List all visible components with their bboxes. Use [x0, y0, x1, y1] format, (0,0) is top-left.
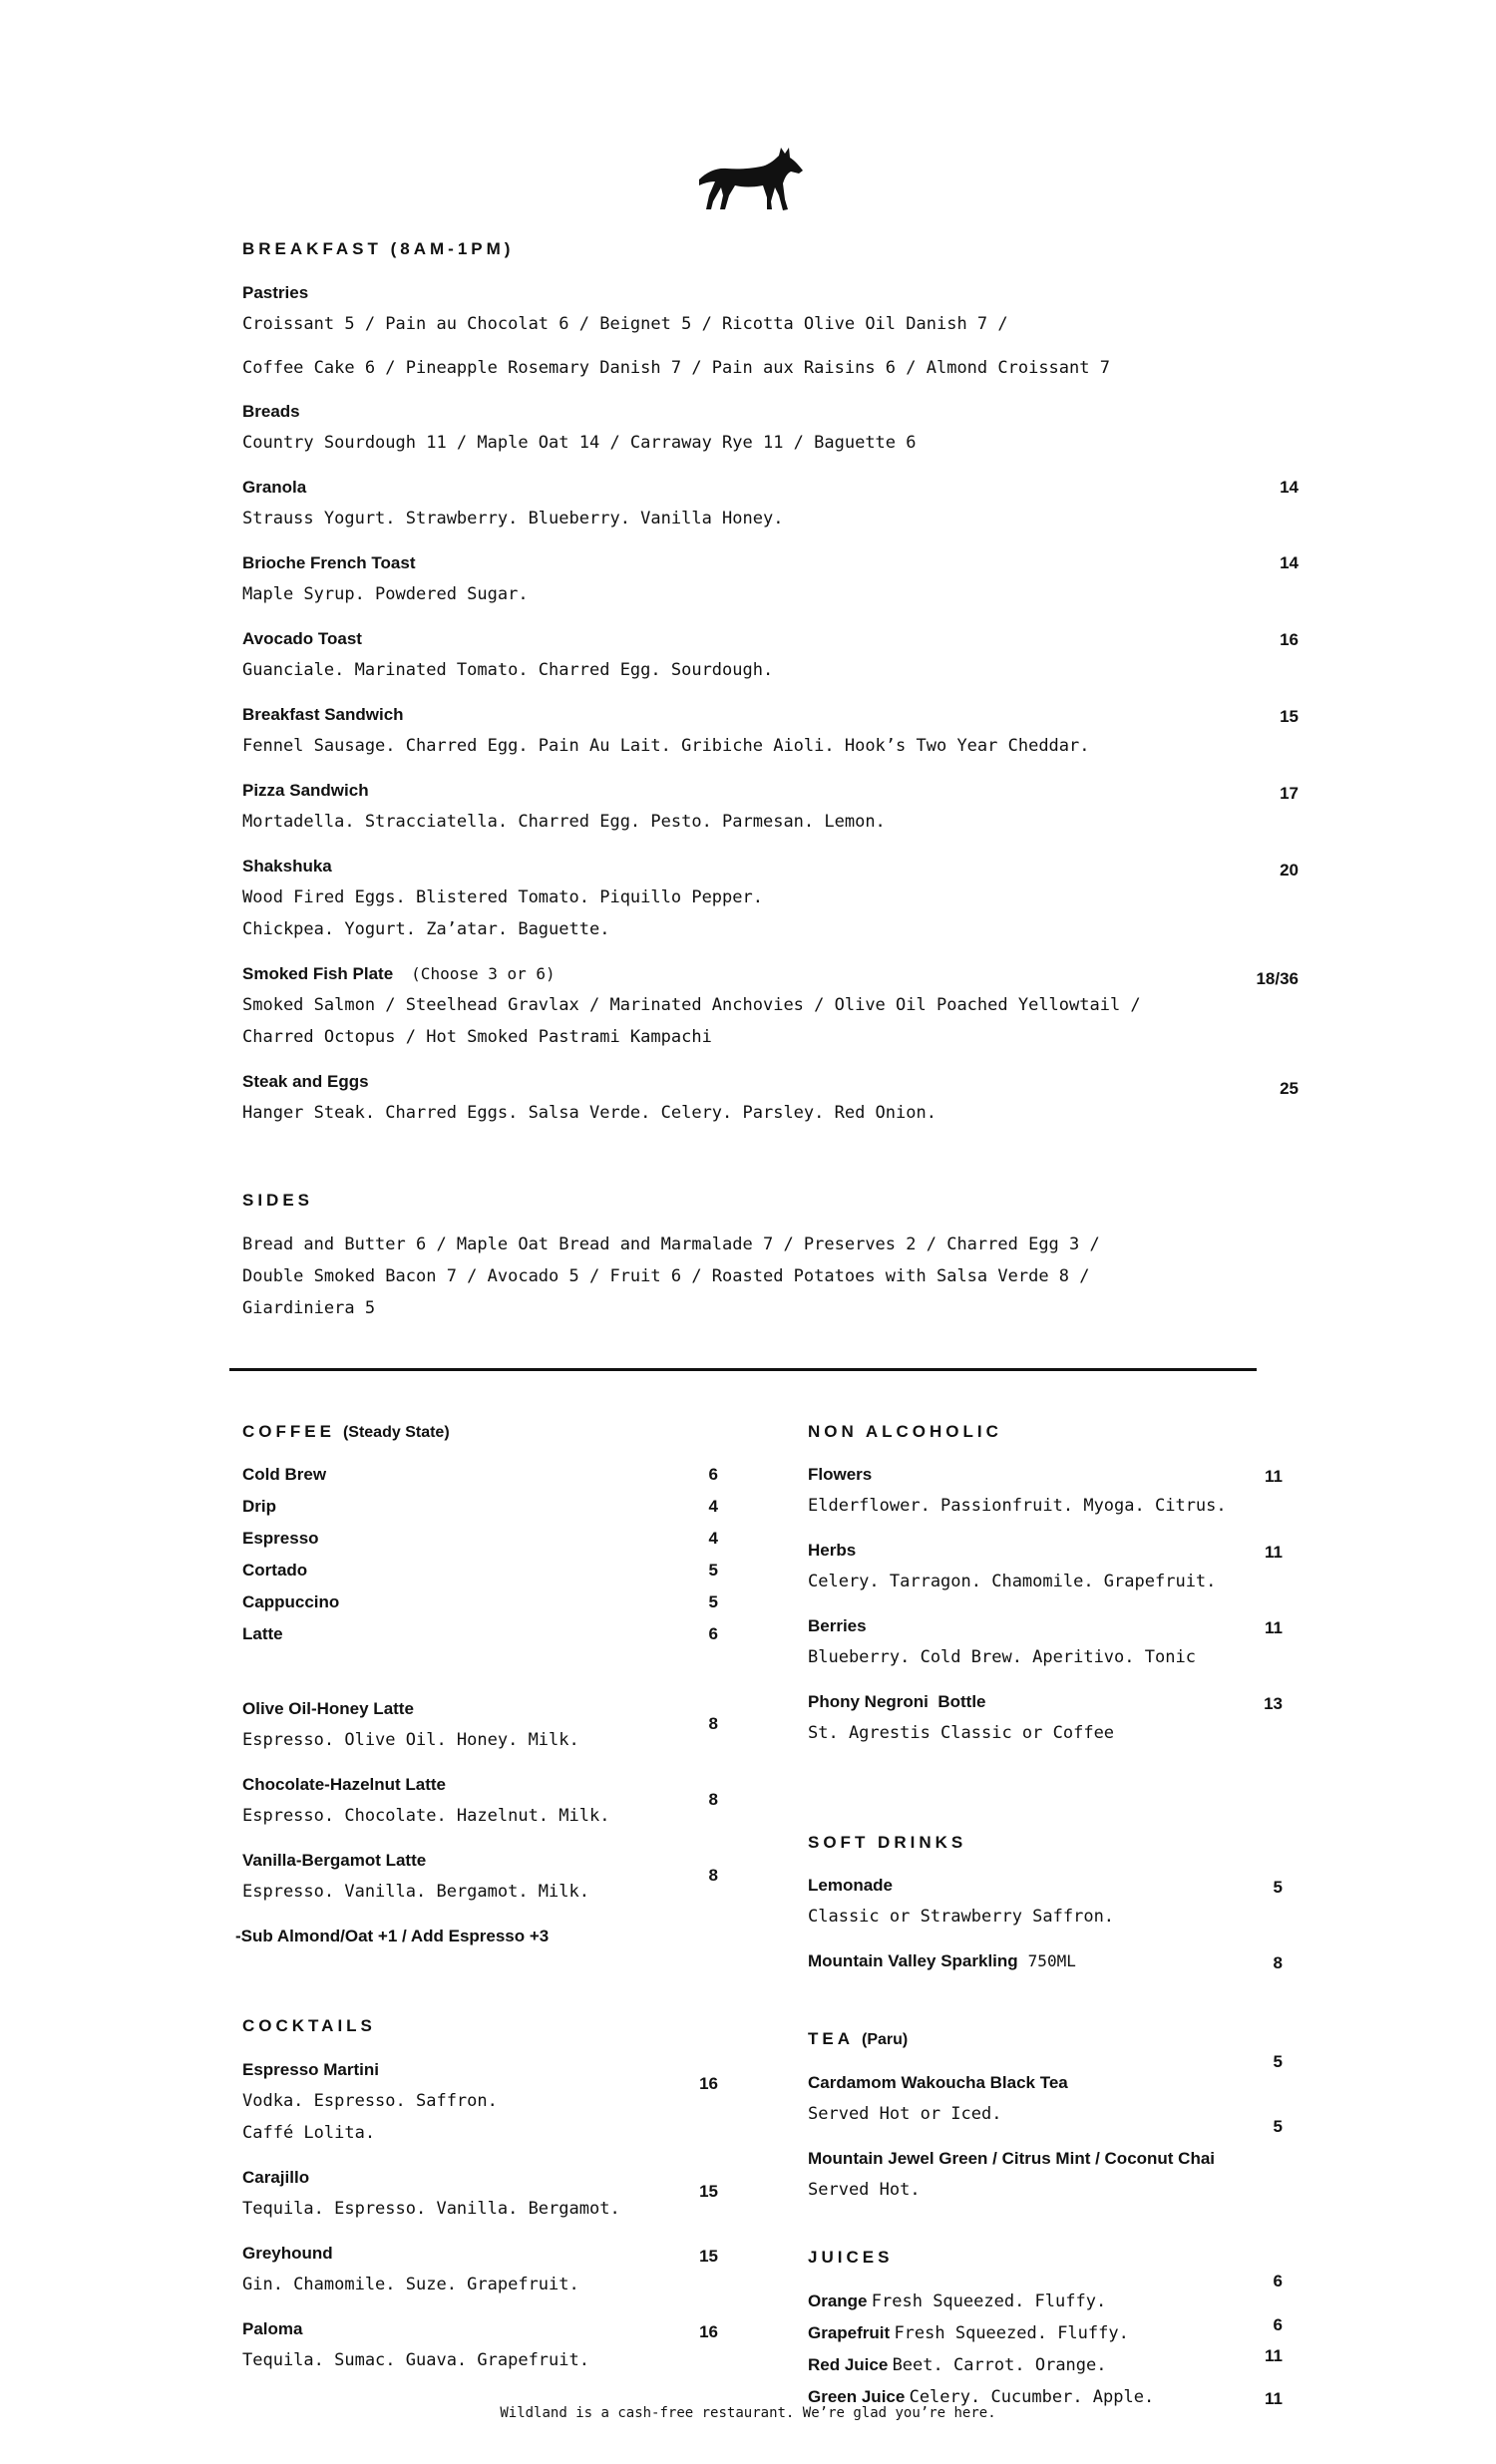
menu-item-price: 15 — [699, 2182, 718, 2201]
juice-name: Green Juice — [808, 2387, 906, 2406]
menu-item-desc: Wood Fired Eggs. Blistered Tomato. Piquillo Pepper. — [242, 887, 763, 907]
menu-item-price: 8 — [1273, 1953, 1283, 1972]
menu-item-price: 6 — [1273, 2272, 1283, 2290]
menu-item-name: Olive Oil-Honey Latte — [242, 1699, 414, 1718]
sides-line: Giardiniera 5 — [242, 1298, 376, 1318]
juices-heading: JUICES — [808, 2248, 894, 2267]
menu-item-desc: Blueberry. Cold Brew. Aperitivo. Tonic — [808, 1647, 1196, 1667]
menu-item-price: 16 — [699, 2074, 718, 2093]
menu-item-name-text: Mountain Valley Sparkling — [808, 1951, 1018, 1970]
menu-item-price: 11 — [1265, 1467, 1283, 1486]
menu-item-price: 16 — [699, 2322, 718, 2341]
menu-item-price: 6 — [1273, 2315, 1283, 2334]
menu-item-desc: Celery. Tarragon. Chamomile. Grapefruit. — [808, 1572, 1217, 1591]
menu-item-price: 6 — [708, 1624, 718, 1643]
menu-item-desc: Served Hot. — [808, 2180, 921, 2200]
menu-item-name: Latte — [242, 1624, 283, 1643]
coffee-note: -Sub Almond/Oat +1 / Add Espresso +3 — [235, 1927, 550, 1945]
menu-item-desc: Espresso. Olive Oil. Honey. Milk. — [242, 1730, 579, 1750]
pastries-line-1: Croissant 5 / Pain au Chocolat 6 / Beignet 5 / Ricotta Olive Oil Danish 7 / — [242, 314, 1008, 334]
menu-item-desc: Fennel Sausage. Charred Egg. Pain Au Lait. Gribiche Aioli. Hook’s Two Year Cheddar. — [242, 736, 1090, 756]
menu-item-name: Breakfast Sandwich — [242, 705, 404, 724]
menu-item-price: 14 — [1280, 553, 1299, 572]
menu-item-desc: Elderflower. Passionfruit. Myoga. Citrus. — [808, 1496, 1227, 1516]
menu-item-name: Flowers — [808, 1465, 873, 1484]
juice-item — [808, 2323, 1129, 2343]
sides-line: Double Smoked Bacon 7 / Avocado 5 / Fruit 6 / Roasted Potatoes with Salsa Verde 8 / — [242, 1266, 1090, 1286]
juice-desc: Fresh Squeezed. Fluffy. — [871, 2291, 1107, 2311]
menu-item-price: 11 — [1265, 1543, 1283, 1562]
menu-item-price: 5 — [708, 1561, 718, 1580]
menu-item-desc: Charred Octopus / Hot Smoked Pastrami Kampachi — [242, 1027, 712, 1047]
menu-item-price: 25 — [1280, 1079, 1299, 1098]
menu-item-price: 11 — [1265, 1618, 1283, 1637]
breads-title: Breads — [242, 402, 300, 421]
menu-item-desc: Espresso. Vanilla. Bergamot. Milk. — [242, 1882, 589, 1902]
section-divider — [229, 1368, 1257, 1371]
menu-item-price: 8 — [708, 1866, 718, 1885]
menu-item-desc: Espresso. Chocolate. Hazelnut. Milk. — [242, 1806, 610, 1826]
menu-item-name — [242, 964, 556, 984]
menu-item-price: 15 — [1280, 707, 1299, 726]
menu-item-name: Greyhound — [242, 2244, 333, 2263]
menu-item-price: 5 — [1273, 1878, 1283, 1897]
breakfast-heading: BREAKFAST (8AM-1PM) — [242, 239, 515, 258]
pastries-line-2: Coffee Cake 6 / Pineapple Rosemary Danish 7 / Pain aux Raisins 6 / Almond Croissant 7 — [242, 358, 1110, 378]
juice-desc: Celery. Cucumber. Apple. — [909, 2387, 1155, 2407]
menu-item-price: 8 — [708, 1714, 718, 1733]
menu-item-price: 11 — [1265, 2346, 1283, 2365]
cocktails-heading: COCKTAILS — [242, 2016, 376, 2035]
menu-item-desc: Hanger Steak. Charred Eggs. Salsa Verde. Celery. Parsley. Red Onion. — [242, 1103, 936, 1123]
menu-item-name: Mountain Jewel Green / Citrus Mint / Coconut Chai — [808, 2149, 1216, 2168]
menu-item-name: Carajillo — [242, 2168, 310, 2187]
juice-item — [808, 2291, 1106, 2311]
juice-name: Grapefruit — [808, 2323, 891, 2342]
juice-desc: Fresh Squeezed. Fluffy. — [894, 2323, 1129, 2343]
juice-item — [808, 2355, 1107, 2375]
tea-heading — [808, 2029, 908, 2049]
menu-item-name: Brioche French Toast — [242, 553, 416, 572]
menu-item-price: 13 — [1264, 1694, 1283, 1713]
menu-item-desc: Strauss Yogurt. Strawberry. Blueberry. Vanilla Honey. — [242, 509, 784, 528]
menu-item-price: 4 — [708, 1529, 718, 1548]
menu-item-price: 14 — [1280, 478, 1299, 497]
pastries-title: Pastries — [242, 283, 309, 302]
coyote-icon — [695, 144, 807, 215]
menu-item-price: 17 — [1280, 784, 1299, 803]
menu-item-price: 11 — [1265, 2389, 1283, 2408]
menu-item-price: 18/36 — [1256, 969, 1299, 988]
menu-item-desc: Classic or Strawberry Saffron. — [808, 1907, 1115, 1927]
menu-item-price: 6 — [708, 1465, 718, 1484]
menu-item-price: 5 — [708, 1592, 718, 1611]
juice-name: Orange — [808, 2291, 868, 2310]
menu-item-desc: Vodka. Espresso. Saffron. — [242, 2091, 498, 2111]
menu-item-desc: Maple Syrup. Powdered Sugar. — [242, 584, 529, 604]
coffee-heading — [242, 1422, 450, 1442]
footer-note: Wildland is a cash-free restaurant. We’re glad you’re here. — [500, 2405, 996, 2421]
juice-desc: Beet. Carrot. Orange. — [892, 2355, 1107, 2375]
tea-heading-text: TEA — [808, 2029, 854, 2048]
menu-item-name: Phony Negroni Bottle — [808, 1692, 986, 1711]
menu-item-name: Chocolate-Hazelnut Latte — [242, 1775, 447, 1794]
menu-item-desc: Tequila. Sumac. Guava. Grapefruit. — [242, 2350, 589, 2370]
menu-item-desc: Caffé Lolita. — [242, 2123, 376, 2143]
menu-item-desc: Chickpea. Yogurt. Za’atar. Baguette. — [242, 919, 610, 939]
juice-name: Red Juice — [808, 2355, 889, 2374]
menu-item-desc: Tequila. Espresso. Vanilla. Bergamot. — [242, 2199, 620, 2219]
menu-item-price: 5 — [1273, 2117, 1283, 2136]
menu-item-price: 5 — [1273, 2052, 1283, 2071]
menu-item-name: Granola — [242, 478, 307, 497]
menu-item-desc: St. Agrestis Classic or Coffee — [808, 1723, 1115, 1743]
menu-item-name: Cold Brew — [242, 1465, 327, 1484]
menu-item-name: Cardamom Wakoucha Black Tea — [808, 2073, 1068, 2092]
menu-item-name — [808, 1951, 1076, 1971]
menu-item-price: 8 — [708, 1790, 718, 1809]
non-alcoholic-heading: NON ALCOHOLIC — [808, 1422, 1002, 1441]
menu-item-note: (Choose 3 or 6) — [411, 964, 556, 983]
menu-item-name: Cappuccino — [242, 1592, 340, 1611]
menu-item-name: Steak and Eggs — [242, 1072, 369, 1091]
menu-item-desc: Smoked Salmon / Steelhead Gravlax / Marinated Anchovies / Olive Oil Poached Yellowtail / — [242, 995, 1141, 1015]
menu-item-name: Lemonade — [808, 1876, 894, 1895]
breads-line: Country Sourdough 11 / Maple Oat 14 / Carraway Rye 11 / Baguette 6 — [242, 433, 917, 453]
menu-item-name: Shakshuka — [242, 857, 332, 876]
menu-item-name: Espresso Martini — [242, 2060, 379, 2079]
menu-item-note: 750ML — [1027, 1951, 1076, 1970]
menu-item-price: 4 — [708, 1497, 718, 1516]
menu-item-desc: Guanciale. Marinated Tomato. Charred Egg. Sourdough. — [242, 660, 774, 680]
soft-drinks-heading: SOFT DRINKS — [808, 1833, 967, 1852]
menu-item-desc: Gin. Chamomile. Suze. Grapefruit. — [242, 2275, 579, 2294]
menu-item-price: 16 — [1280, 630, 1299, 649]
menu-item-name: Cortado — [242, 1561, 308, 1580]
sides-line: Bread and Butter 6 / Maple Oat Bread and Marmalade 7 / Preserves 2 / Charred Egg 3 / — [242, 1234, 1100, 1254]
coffee-subtitle: (Steady State) — [342, 1424, 450, 1441]
menu-item-name: Herbs — [808, 1541, 857, 1560]
coffee-heading-text: COFFEE — [242, 1422, 335, 1441]
menu-item-name: Drip — [242, 1497, 276, 1516]
juice-item — [808, 2387, 1154, 2407]
menu-item-name: Vanilla-Bergamot Latte — [242, 1851, 427, 1870]
menu-item-name: Pizza Sandwich — [242, 781, 369, 800]
tea-subtitle: (Paru) — [862, 2031, 909, 2048]
menu-item-price: 15 — [699, 2247, 718, 2266]
menu-item-name: Espresso — [242, 1529, 319, 1548]
menu-item-price: 20 — [1280, 861, 1299, 880]
menu-item-name: Avocado Toast — [242, 629, 362, 648]
menu-item-name: Berries — [808, 1616, 867, 1635]
menu-item-name: Paloma — [242, 2319, 303, 2338]
menu-item-desc: Served Hot or Iced. — [808, 2104, 1002, 2124]
menu-item-desc: Mortadella. Stracciatella. Charred Egg. Pesto. Parmesan. Lemon. — [242, 812, 886, 832]
menu-item-name-text: Smoked Fish Plate — [242, 964, 394, 983]
sides-heading: SIDES — [242, 1191, 314, 1210]
